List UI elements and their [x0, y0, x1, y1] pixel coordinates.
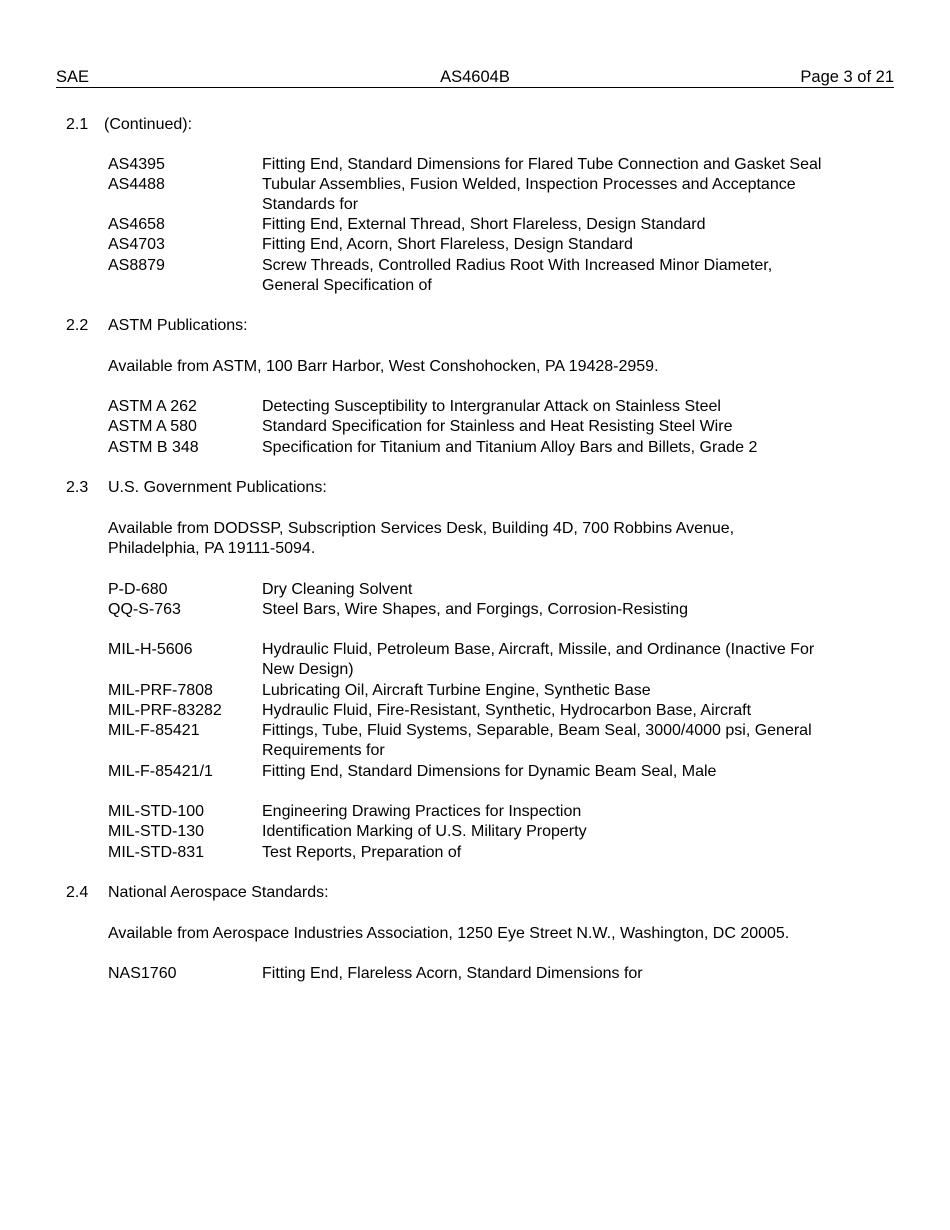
reference-code: MIL-F-85421/1 — [108, 763, 213, 780]
reference-code: MIL-STD-130 — [108, 823, 205, 840]
reference-code: MIL-F-85421 — [108, 722, 200, 739]
reference-description: Screw Threads, Controlled Radius Root With Increased Minor Diameter, — [262, 257, 773, 274]
reference-description: New Design) — [262, 661, 354, 678]
availability-text: Available from ASTM, 100 Barr Harbor, West Conshohocken, PA 19428-2959. — [108, 358, 659, 375]
reference-description: Detecting Susceptibility to Intergranular Attack on Stainless Steel — [262, 398, 721, 415]
header-page-number: Page 3 of 21 — [800, 68, 894, 86]
reference-description: Engineering Drawing Practices for Inspection — [262, 803, 582, 820]
section-title: U.S. Government Publications: — [108, 479, 327, 496]
reference-description: Requirements for — [262, 742, 385, 759]
reference-description: Steel Bars, Wire Shapes, and Forgings, Corrosion-Resisting — [262, 601, 688, 618]
reference-code: MIL-PRF-7808 — [108, 682, 213, 699]
reference-code: AS4703 — [108, 236, 165, 253]
section-number: 2.3 — [66, 479, 89, 496]
reference-code: AS4488 — [108, 176, 165, 193]
reference-code: ASTM B 348 — [108, 439, 199, 456]
reference-description: Test Reports, Preparation of — [262, 844, 462, 861]
reference-description: Specification for Titanium and Titanium Alloy Bars and Billets, Grade 2 — [262, 439, 758, 456]
reference-description: Hydraulic Fluid, Petroleum Base, Aircraft, Missile, and Ordinance (Inactive For — [262, 641, 815, 658]
reference-description: Identification Marking of U.S. Military Property — [262, 823, 587, 840]
reference-description: General Specification of — [262, 277, 432, 294]
reference-code: MIL-STD-831 — [108, 844, 205, 861]
reference-code: AS8879 — [108, 257, 165, 274]
section-number: 2.1 — [66, 116, 89, 133]
reference-code: AS4658 — [108, 216, 165, 233]
section-title: (Continued): — [104, 116, 193, 133]
reference-description: Dry Cleaning Solvent — [262, 581, 413, 598]
reference-description: Fitting End, Acorn, Short Flareless, Design Standard — [262, 236, 633, 253]
availability-text: Available from Aerospace Industries Association, 1250 Eye Street N.W., Washington, DC 20005. — [108, 925, 790, 942]
header-organization: SAE — [56, 68, 90, 86]
section-number: 2.2 — [66, 317, 89, 334]
reference-description: Tubular Assemblies, Fusion Welded, Inspection Processes and Acceptance — [262, 176, 796, 193]
reference-code: AS4395 — [108, 156, 165, 173]
reference-code: NAS1760 — [108, 965, 177, 982]
reference-code: ASTM A 262 — [108, 398, 197, 415]
reference-description: Fitting End, External Thread, Short Flareless, Design Standard — [262, 216, 706, 233]
section-number: 2.4 — [66, 884, 89, 901]
reference-description: Standards for — [262, 196, 359, 213]
reference-description: Fitting End, Standard Dimensions for Flared Tube Connection and Gasket Seal — [262, 156, 822, 173]
reference-description: Fittings, Tube, Fluid Systems, Separable, Beam Seal, 3000/4000 psi, General — [262, 722, 812, 739]
availability-text: Available from DODSSP, Subscription Services Desk, Building 4D, 700 Robbins Avenue, — [108, 520, 735, 537]
page-header — [56, 67, 894, 88]
reference-code: QQ-S-763 — [108, 601, 181, 618]
reference-code: MIL-H-5606 — [108, 641, 193, 658]
reference-code: MIL-STD-100 — [108, 803, 205, 820]
header-document-number: AS4604B — [440, 68, 510, 86]
reference-code: P-D-680 — [108, 581, 168, 598]
reference-description: Fitting End, Standard Dimensions for Dynamic Beam Seal, Male — [262, 763, 717, 780]
reference-description: Standard Specification for Stainless and Heat Resisting Steel Wire — [262, 418, 733, 435]
section-title: ASTM Publications: — [108, 317, 248, 334]
reference-description: Hydraulic Fluid, Fire-Resistant, Synthetic, Hydrocarbon Base, Aircraft — [262, 702, 752, 719]
reference-description: Lubricating Oil, Aircraft Turbine Engine, Synthetic Base — [262, 682, 651, 699]
reference-code: MIL-PRF-83282 — [108, 702, 222, 719]
section-title: National Aerospace Standards: — [108, 884, 329, 901]
reference-description: Fitting End, Flareless Acorn, Standard Dimensions for — [262, 965, 643, 982]
reference-code: ASTM A 580 — [108, 418, 197, 435]
availability-text: Philadelphia, PA 19111-5094. — [108, 540, 316, 557]
